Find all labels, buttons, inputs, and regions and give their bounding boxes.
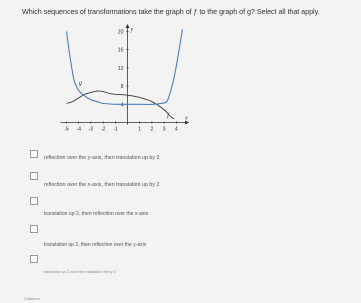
x-tick-label: 2 — [150, 126, 154, 133]
x-tick-label: -2 — [100, 126, 106, 133]
y-axis-arrow — [126, 24, 130, 28]
x-tick-label: -1 — [112, 126, 118, 133]
option-1-checkbox[interactable] — [30, 150, 38, 158]
citations-link[interactable]: Citations — [24, 296, 40, 301]
x-tick-label: 4 — [174, 126, 178, 133]
curve-label-g: g — [78, 79, 82, 87]
option-5-label: translation up 2, and then translation left by 5 — [44, 270, 116, 274]
y-tick-label: 20 — [117, 29, 124, 36]
x-tick-label: -5 — [64, 126, 69, 133]
x-axis-label: x — [185, 115, 188, 122]
option-2-label: reflection over the x-axis, then translation up by 2 — [44, 182, 160, 188]
y-axis-label: y — [130, 26, 134, 33]
option-3-label: translation up 2, then reflection over the x-axis — [44, 211, 149, 217]
y-tick-label: 12 — [117, 65, 124, 72]
question-text: Which sequences of transformations take the graph of ƒ to the graph of g? Select all that apply. — [22, 7, 320, 16]
curve-g — [67, 26, 183, 104]
option-4-label: translation up 2, then reflection over the y-axis — [44, 242, 147, 248]
x-tick-label: 3 — [162, 126, 166, 133]
y-tick-label: 8 — [120, 84, 124, 91]
option-5-checkbox[interactable] — [30, 255, 38, 263]
option-2-checkbox[interactable] — [30, 172, 38, 180]
x-tick-label: -4 — [76, 126, 82, 133]
option-3-checkbox[interactable] — [30, 197, 38, 205]
y-tick-label: 4 — [120, 102, 124, 109]
x-tick-label: -3 — [88, 126, 94, 133]
option-1-label: reflection over the y-axis, then translation up by 2 — [44, 155, 160, 161]
option-4-checkbox[interactable] — [30, 225, 38, 233]
x-tick-label: 1 — [138, 126, 142, 133]
curve-label-f: f — [167, 112, 169, 120]
y-tick-label: 16 — [117, 47, 124, 54]
